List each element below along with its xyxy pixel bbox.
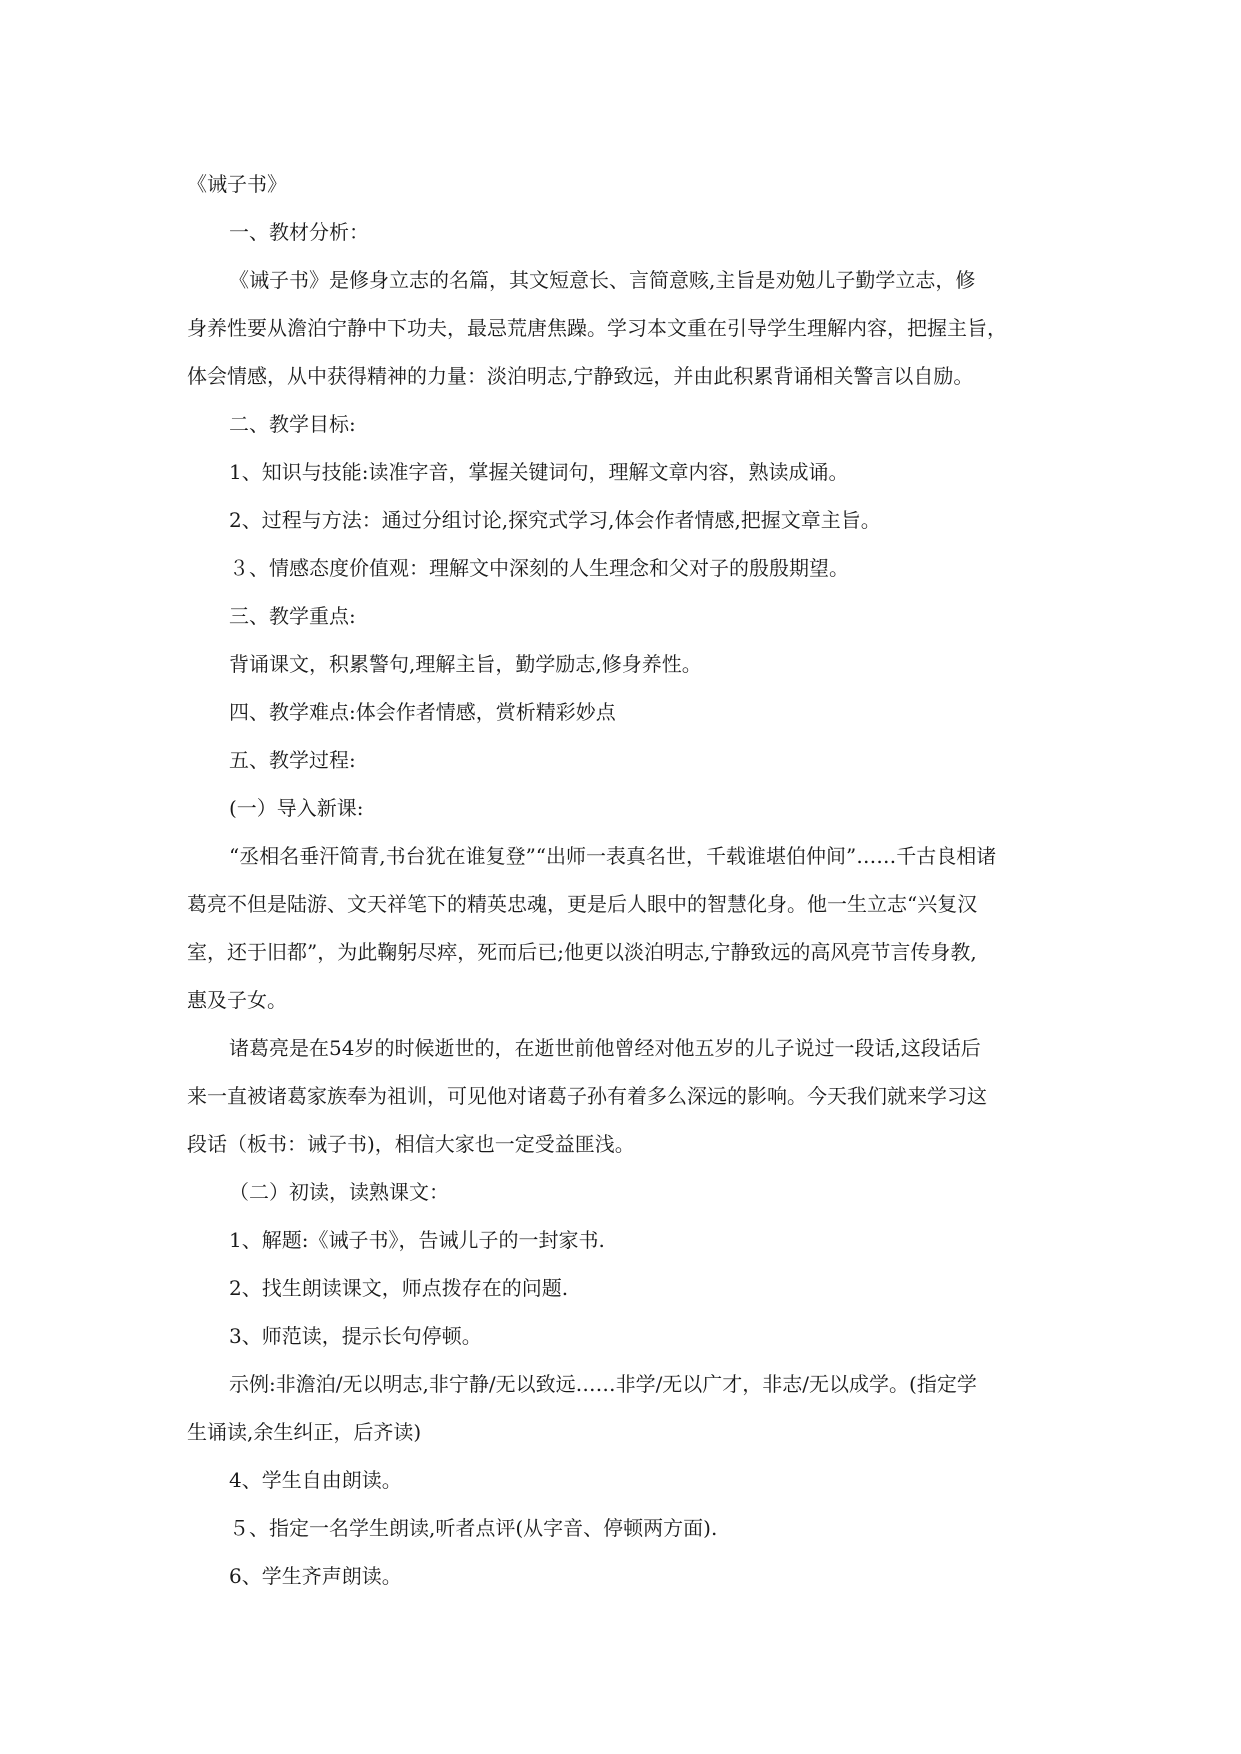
reading-step: ５、指定一名学生朗读,听者点评(从字音、停顿两方面). xyxy=(229,1516,718,1540)
example-line: 生诵读,余生纠正，后齐读) xyxy=(187,1420,422,1444)
reading-step: 3、师范读，提示长句停顿。 xyxy=(229,1324,482,1348)
goal-item: 2、过程与方法：通过分组讨论,探究式学习,体会作者情感,把握文章主旨。 xyxy=(229,508,881,532)
paragraph-line: 来一直被诸葛家族奉为祖训，可见他对诸葛子孙有着多么深远的影响。今天我们就来学习这 xyxy=(187,1084,987,1108)
section-heading-4: 四、教学难点:体会作者情感，赏析精彩妙点 xyxy=(229,700,616,724)
paragraph-line: 室，还于旧都”，为此鞠躬尽瘁，死而后已;他更以淡泊明志,宁静致远的高风亮节言传身教, xyxy=(187,940,977,964)
reading-step: 6、学生齐声朗读。 xyxy=(229,1564,402,1588)
example-line: 示例:非澹泊/无以明志,非宁静/无以致远……非学/无以广才，非志/无以成学。(指定学 xyxy=(229,1372,977,1396)
reading-step: 4、学生自由朗读。 xyxy=(229,1468,402,1492)
paragraph-line: 诸葛亮是在54岁的时候逝世的，在逝世前他曾经对他五岁的儿子说过一段话,这段话后 xyxy=(229,1036,981,1060)
goal-item: 1、知识与技能:读准字音，掌握关键词句，理解文章内容，熟读成诵。 xyxy=(229,460,849,484)
paragraph-line: 惠及子女。 xyxy=(187,988,287,1012)
section-heading-5: 五、教学过程: xyxy=(229,748,356,772)
paragraph-line: 身养性要从澹泊宁静中下功夫，最忌荒唐焦躁。学习本文重在引导学生理解内容，把握主旨， xyxy=(187,316,1007,340)
paragraph-line: 葛亮不但是陆游、文天祥笔下的精英忠魂，更是后人眼中的智慧化身。他一生立志“兴复汉 xyxy=(187,892,978,916)
subsection-heading-1: (一）导入新课: xyxy=(229,796,364,820)
document-title: 《诫子书》 xyxy=(187,172,287,196)
paragraph-line: 体会情感，从中获得精神的力量：淡泊明志,宁静致远，并由此积累背诵相关警言以自励。 xyxy=(187,364,974,388)
paragraph-line: 段话（板书：诫子书)，相信大家也一定受益匪浅。 xyxy=(187,1132,635,1156)
reading-step: 1、解题:《诫子书》，告诫儿子的一封家书. xyxy=(229,1228,605,1252)
section-heading-2: 二、教学目标: xyxy=(229,412,356,436)
paragraph-line: “丞相名垂汗简青,书台犹在谁复登”“出师一表真名世，千载谁堪伯仲间”……千古良相诸 xyxy=(229,844,997,868)
section-heading-1: 一、教材分析： xyxy=(229,220,369,244)
subsection-heading-2: （二）初读，读熟课文： xyxy=(229,1180,449,1204)
goal-item: ３、情感态度价值观：理解文中深刻的人生理念和父对子的殷殷期望。 xyxy=(229,556,849,580)
reading-step: 2、找生朗读课文，师点拨存在的问题. xyxy=(229,1276,569,1300)
paragraph-line: 《诫子书》是修身立志的名篇，其文短意长、言简意赅,主旨是劝勉儿子勤学立志，修 xyxy=(229,268,976,292)
key-point-text: 背诵课文，积累警句,理解主旨，勤学励志,修身养性。 xyxy=(229,652,702,676)
section-heading-3: 三、教学重点: xyxy=(229,604,356,628)
document-page xyxy=(187,160,1057,1600)
